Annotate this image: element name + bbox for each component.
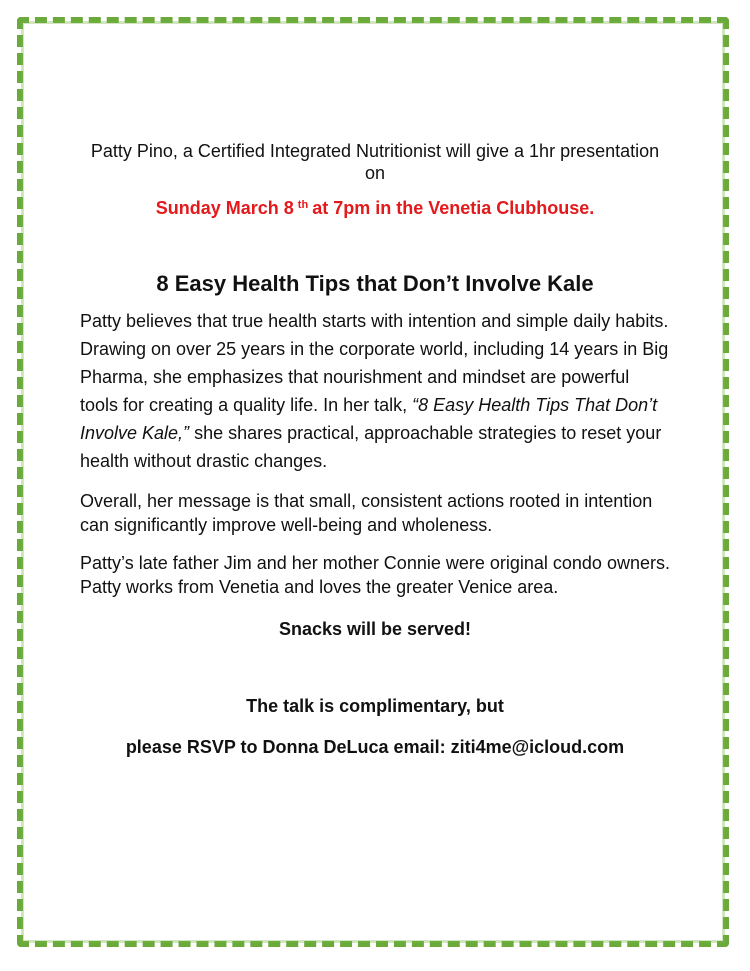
body-paragraph-3: Patty’s late father Jim and her mother Connie were original condo owners. Patty works from Venetia and loves the greater Venice area. xyxy=(80,553,670,597)
intro-text: Patty Pino, a Certified Integrated Nutritionist will give a 1hr presentation on xyxy=(90,141,660,183)
event-date-line xyxy=(80,198,670,219)
complimentary-notice: The talk is complimentary, but xyxy=(246,696,504,716)
rsvp-line: please RSVP to Donna DeLuca email: ziti4me@icloud.com xyxy=(125,737,625,757)
event-date-suffix: at 7pm in the Venetia Clubhouse. xyxy=(312,198,595,218)
paragraph-1-end: she shares practical, approachable strategies to reset your health without drastic changes. xyxy=(80,423,662,471)
flyer-content xyxy=(80,140,670,758)
talk-title-quote: “8 Easy Health Tips That Don’t Involve Kale,” xyxy=(80,395,658,443)
paragraph-1-start: Patty believes that true health starts with intention and simple daily habits. Drawing on over 25 years in the corporate world, including 14 years in Big Pharma, she emphasizes that nourishment and mindset are powerful tools for creating a quality life. In her talk, xyxy=(80,311,669,415)
body-paragraph-1 xyxy=(80,307,670,475)
snacks-notice: Snacks will be served! xyxy=(278,619,472,639)
event-date-prefix: Sunday March 8 xyxy=(155,198,294,218)
event-date-superscript: th xyxy=(297,199,309,211)
talk-title: 8 Easy Health Tips that Don’t Involve Kale xyxy=(156,271,594,296)
body-paragraph-2: Overall, her message is that small, consistent actions rooted in intention can significantly improve well-being and wholeness. xyxy=(80,491,653,535)
